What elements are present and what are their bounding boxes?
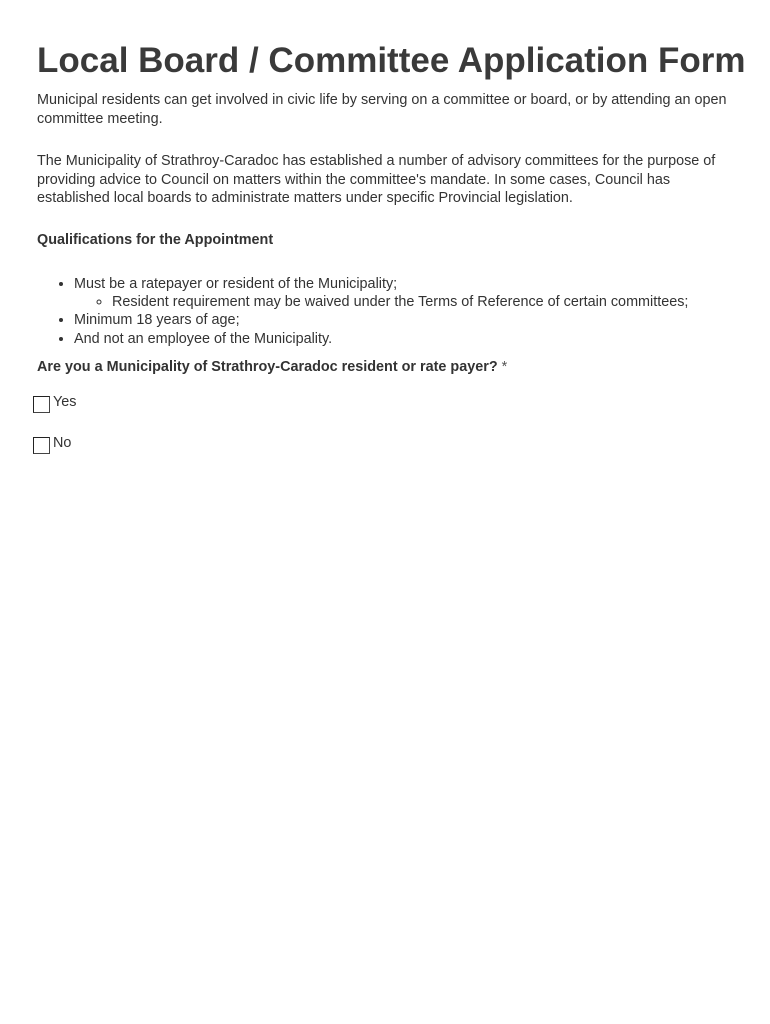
no-checkbox[interactable] [33,437,50,454]
qualifications-list [37,275,754,348]
option-yes[interactable] [33,393,76,413]
qualification-item-text: And not an employee of the Municipality. [74,330,333,347]
page-title: Local Board / Committee Application Form [37,41,746,80]
qualification-sub-item [112,293,754,311]
option-no[interactable] [33,434,71,454]
option-yes-label: Yes [53,394,77,410]
required-marker: * [501,359,508,375]
qualification-item-text: Minimum 18 years of age; [74,312,240,329]
qualification-sub-list [74,293,754,311]
resident-question-text: Are you a Municipality of Strathroy-Caradoc resident or rate payer? [37,359,498,375]
qualification-sub-item-text: Resident requirement may be waived under the Terms of Reference of certain committees; [112,294,689,311]
qualification-item [74,330,754,348]
qualification-item [74,311,754,329]
yes-checkbox[interactable] [33,396,50,413]
qualification-item-text: Must be a ratepayer or resident of the Municipality; [74,276,398,292]
qualifications-heading: Qualifications for the Appointment [37,232,274,248]
resident-question-label [37,359,507,375]
intro-paragraph-2: The Municipality of Strathroy-Caradoc has established a number of advisory committees for the purpose of providing advice to Council on matters within the committee's mandate. In some cases, Council has established local boards to administrate matters under specific Provincial legislation. [37,153,716,206]
intro-paragraph-1: Municipal residents can get involved in civic life by serving on a committee or board, or by attending an open committee meeting. [37,92,727,127]
qualification-item [74,275,754,311]
option-no-label: No [53,435,72,451]
